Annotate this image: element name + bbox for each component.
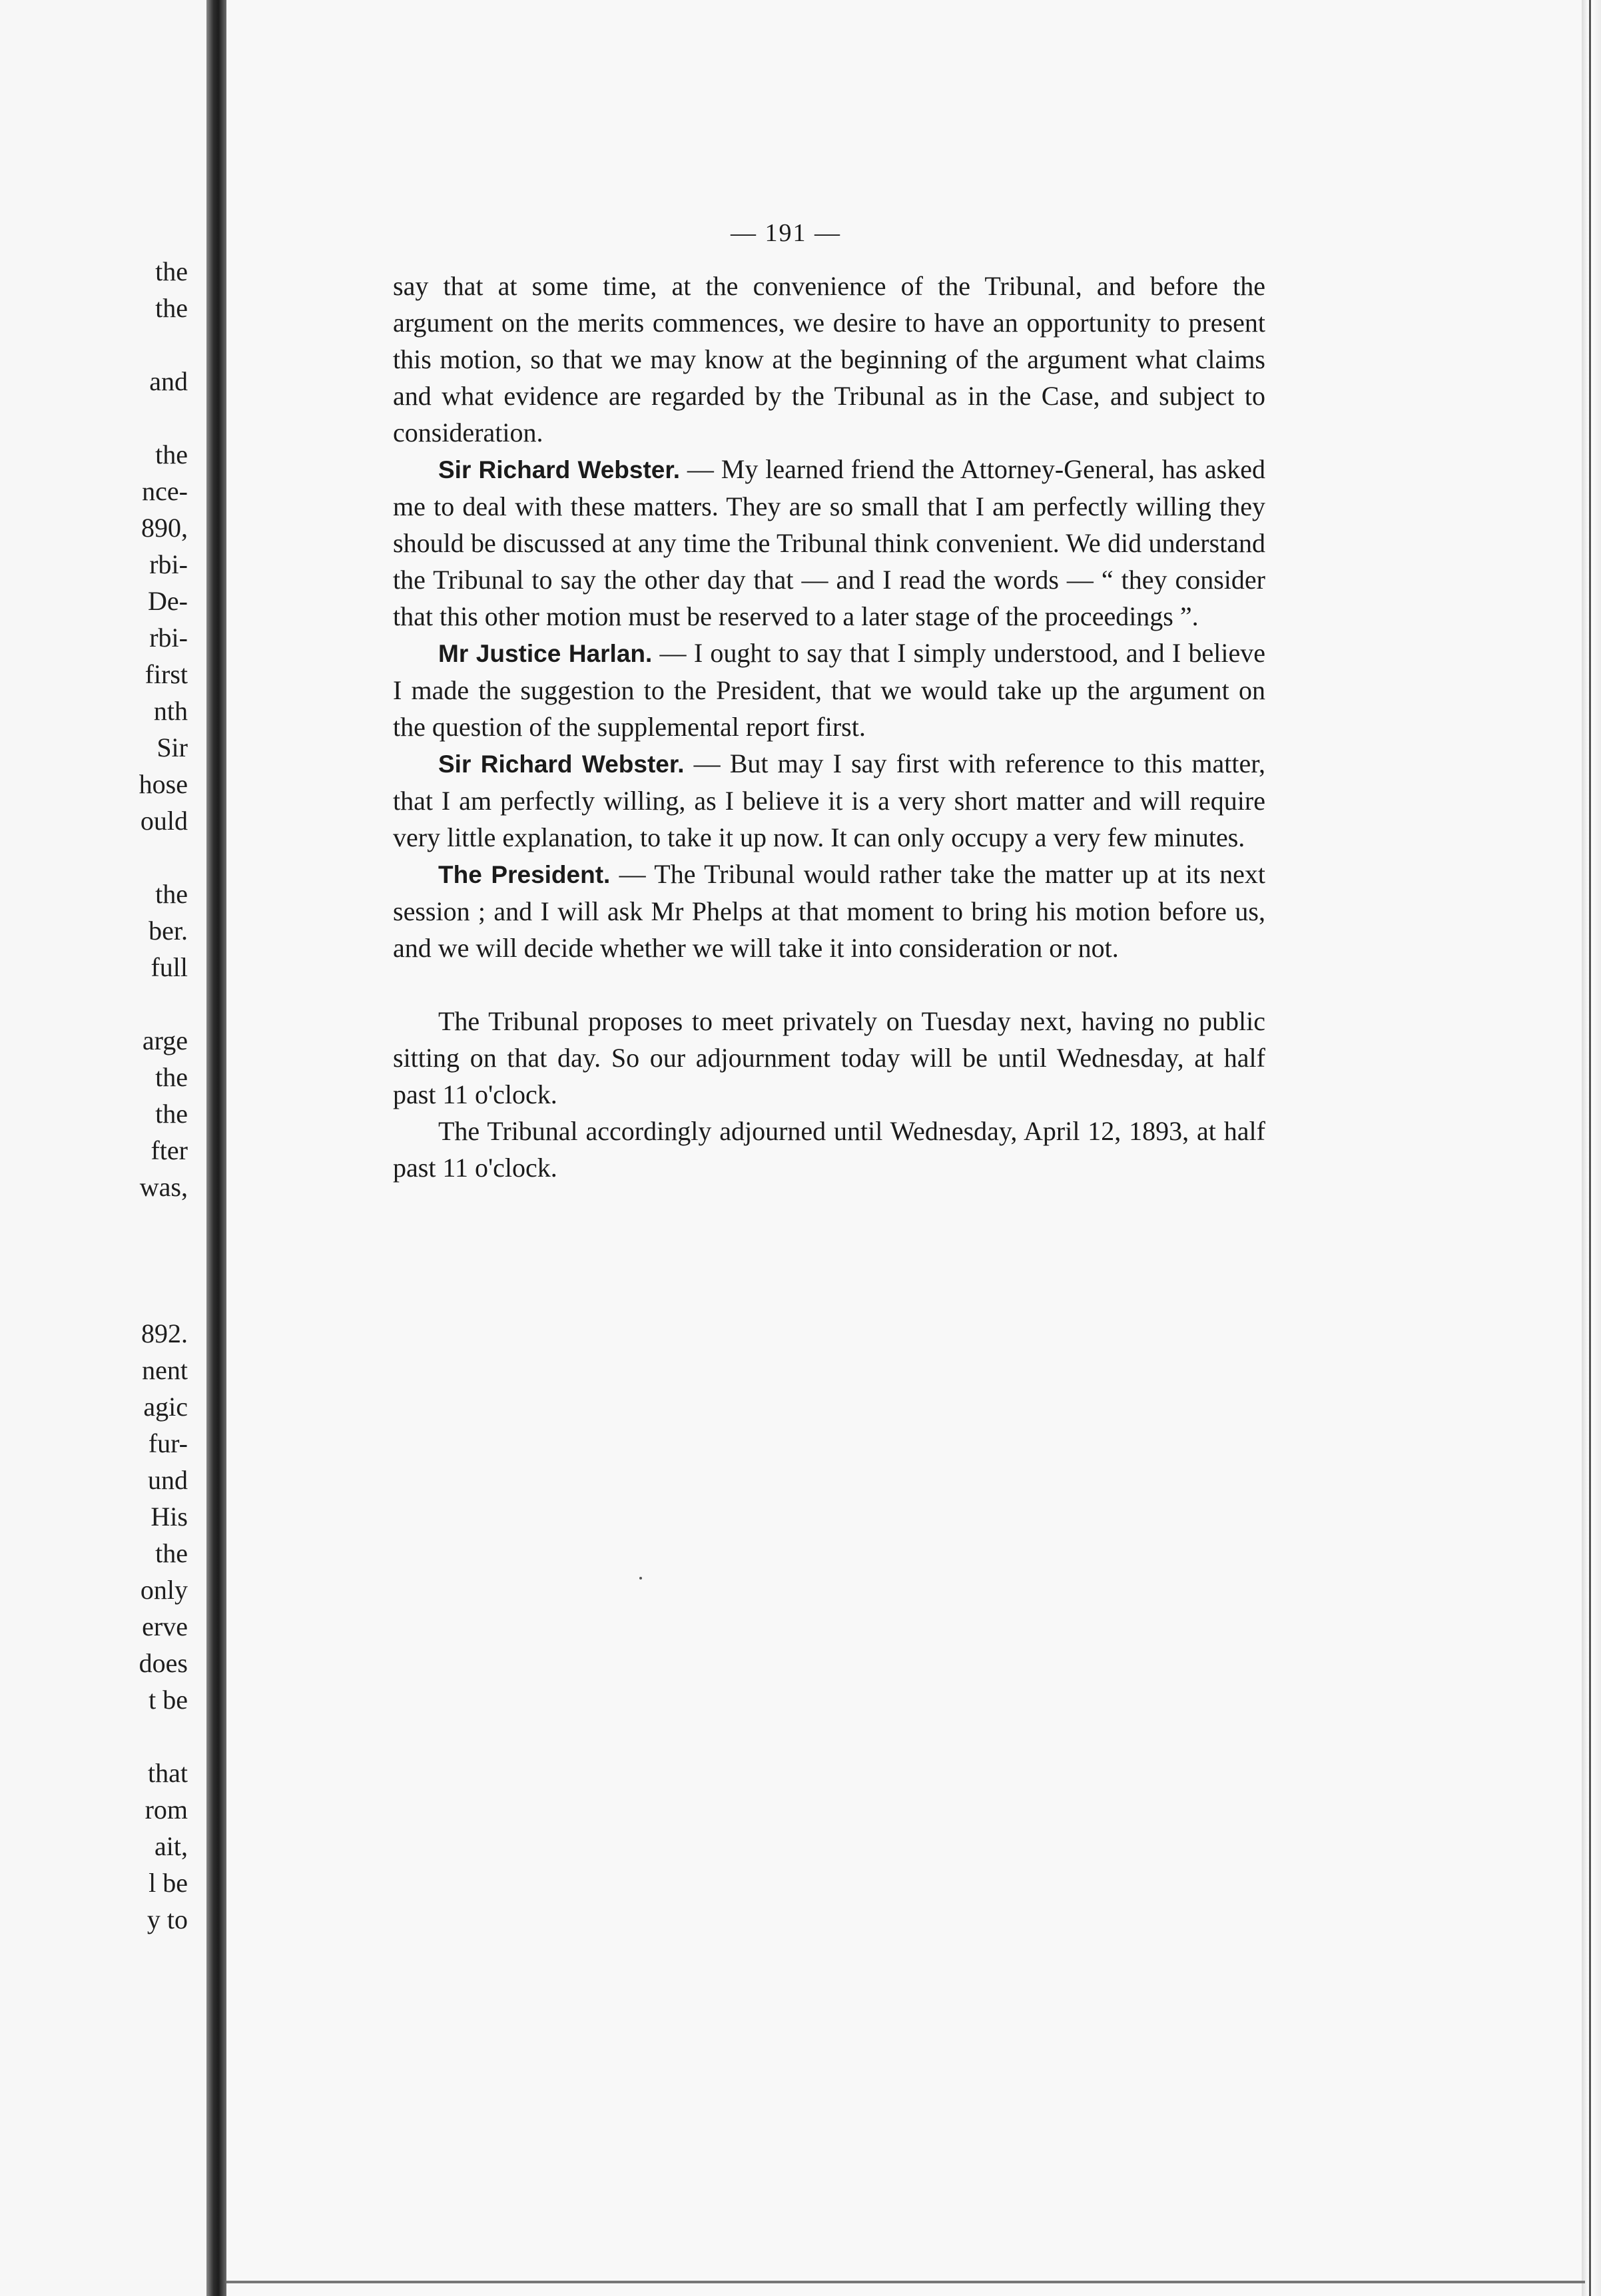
facing-page-word: the: [155, 1062, 188, 1092]
facing-page-word: l be: [149, 1868, 188, 1898]
paragraph: [393, 268, 1265, 451]
facing-page-word: nent: [142, 1355, 188, 1385]
facing-page-word: fur-: [148, 1428, 188, 1458]
paragraph: [393, 635, 1265, 745]
facing-page-word: fter: [151, 1135, 188, 1165]
facing-page-word: the: [155, 256, 188, 286]
facing-page-word: the: [155, 439, 188, 469]
facing-page-fragment: [0, 0, 206, 2296]
speaker-name: Mr Justice Harlan.: [438, 640, 653, 667]
paragraph: [393, 745, 1265, 856]
facing-page-word: and: [149, 366, 188, 396]
facing-page-word: 890,: [141, 513, 188, 543]
facing-page-word: first: [145, 659, 188, 689]
facing-page-word: nce-: [142, 476, 188, 506]
facing-page-word: nth: [153, 696, 188, 726]
book-gutter: [206, 0, 226, 2296]
paragraph-text: — But may I say first with reference to this matter, that I am perfectly willing, as I believe it is a very short matter and will require very little explanation, to take it up now. It can only occupy a very few minutes.: [393, 748, 1265, 852]
paragraph-text: — The Tribunal would rather take the matter up at its next session ; and I will ask Mr Phelps at that moment to bring his motion before us, and we will decide whether we will take it into consideration or not.: [393, 859, 1266, 963]
page-edge: [1582, 0, 1601, 2296]
facing-page-word: the: [155, 293, 188, 323]
scan-speck: [639, 1577, 642, 1579]
facing-page-word: the: [155, 1099, 188, 1129]
facing-page-word: ait,: [155, 1831, 188, 1861]
facing-page-word: ould: [140, 806, 188, 836]
facing-page-word: only: [140, 1575, 188, 1605]
facing-page-word: y to: [147, 1904, 188, 1934]
facing-page-word: ber.: [149, 916, 188, 946]
facing-page-word: does: [139, 1648, 188, 1678]
paragraph-text: — I ought to say that I simply understood, and I believe I made the suggestion to the President, that we would take up the argument on the question of the supplemental report first.: [393, 638, 1265, 742]
facing-page-word: und: [148, 1465, 188, 1495]
speaker-name: Sir Richard Webster.: [438, 750, 685, 778]
facing-page-word: rbi-: [149, 623, 188, 653]
paragraph: [393, 856, 1265, 966]
facing-page-word: rom: [145, 1795, 188, 1825]
page-edge-line: [1589, 0, 1591, 2296]
paragraph-text: — My learned friend the Attorney-General, has asked me to deal with these matters. They are so small that I am perfectly willing they should be discussed at any time the Tribunal think convenient. We did understand the Tribunal to say the other day that — and I read the words — “ they consider that this other motion must be reserved to a later stage of the proceedings ”.: [393, 454, 1265, 631]
speaker-name: The President.: [438, 861, 611, 888]
page-number: — 191 —: [731, 219, 841, 247]
facing-page-word: hose: [139, 769, 188, 799]
paragraph: [393, 1003, 1265, 1113]
facing-page-word: rbi-: [149, 549, 188, 579]
paragraph: [393, 451, 1265, 635]
facing-page-word: was,: [139, 1172, 188, 1202]
facing-page-word: the: [155, 879, 188, 909]
paragraph-text: The Tribunal accordingly adjourned until Wednesday, April 12, 1893, at half past 11 o'clock.: [393, 1116, 1265, 1183]
facing-page-word: t be: [149, 1685, 188, 1715]
facing-page-word: full: [151, 952, 188, 982]
facing-page-word: Sir: [157, 732, 188, 762]
facing-page-word: 892.: [141, 1318, 188, 1348]
facing-page-word: that: [148, 1758, 188, 1788]
paragraph: [393, 1113, 1265, 1186]
body-text: [393, 268, 1265, 1186]
facing-page-word: erve: [142, 1611, 188, 1641]
speaker-name: Sir Richard Webster.: [438, 456, 680, 483]
paragraph-text: say that at some time, at the convenience of the Tribunal, and before the argument on the merits commences, we desire to have an opportunity to present this motion, so that we may know at the beginning of the argument what claims and what evidence are regarded by the Tribunal as in the Case, and subject to consideration.: [393, 271, 1265, 447]
paragraph-text: The Tribunal proposes to meet privately on Tuesday next, having no public sitting on that day. So our adjournment today will be until Wednesday, at half past 11 o'clock.: [393, 1006, 1265, 1109]
facing-page-word: agic: [143, 1392, 188, 1422]
facing-page-word: De-: [148, 586, 188, 616]
page-bottom-edge: [226, 2281, 1585, 2283]
facing-page-word: arge: [142, 1025, 188, 1055]
facing-page-word: the: [155, 1538, 188, 1568]
facing-page-word: His: [151, 1502, 188, 1532]
